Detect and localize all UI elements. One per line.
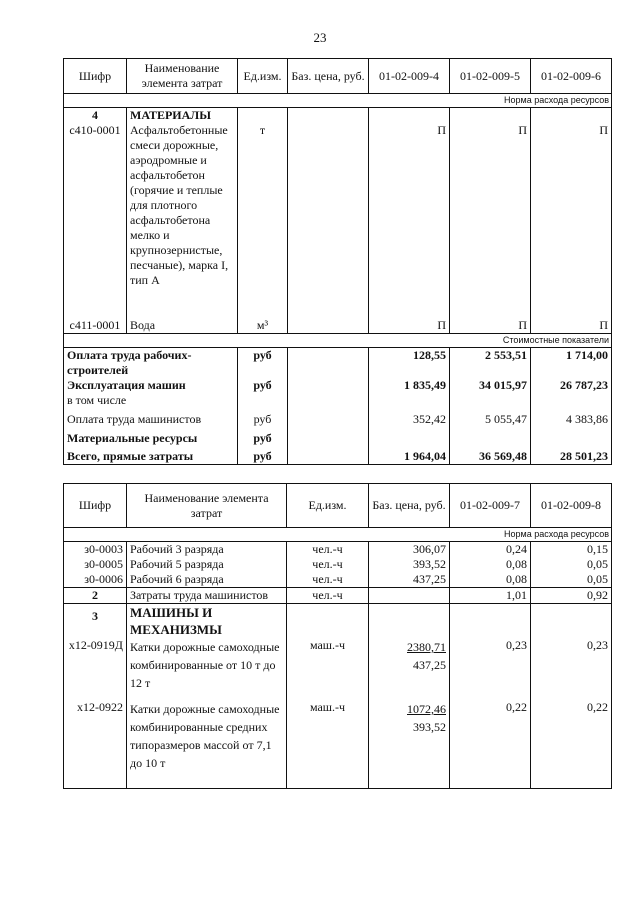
cost-v3: 1 714,00	[531, 347, 612, 378]
table-row	[64, 108, 612, 318]
header-col3: 01-02-009-6	[531, 59, 612, 94]
cost-v2: 5 055,47	[450, 412, 531, 431]
machine-unit: маш.-ч	[287, 638, 369, 700]
material-code-cell	[64, 108, 127, 318]
machine-price-cell	[369, 700, 450, 788]
cost-v2: 34 015,97	[450, 378, 531, 393]
section-v1	[450, 604, 531, 639]
cost-v3	[531, 431, 612, 449]
cost-row	[64, 347, 612, 378]
cost-v1	[369, 431, 450, 449]
machine-price: 2380,71	[407, 640, 446, 654]
header-code: Шифр	[64, 484, 127, 528]
machine-name: Катки дорожные самоходные комбинированные от 10 т до 12 т	[127, 638, 287, 700]
worker-unit: чел.-ч	[287, 557, 369, 572]
worker-name: Рабочий 5 разряда	[127, 557, 287, 572]
section-title: МАТЕРИАЛЫ	[130, 108, 211, 122]
worker-v1: 0,08	[450, 572, 531, 588]
norm-label-row	[64, 528, 612, 542]
page-number: 23	[313, 30, 327, 45]
machine-v2: 0,23	[531, 638, 612, 700]
cost-unit: руб	[238, 412, 288, 431]
worker-code: з0-0003	[64, 542, 127, 558]
material-v1: П	[369, 318, 450, 334]
cost-name: Оплата труда машинистов	[64, 412, 238, 431]
machine-v1: 0,22	[450, 700, 531, 788]
machine-v2: 0,22	[531, 700, 612, 788]
table-header	[64, 59, 612, 94]
operator-labor-v1: 1,01	[450, 588, 531, 604]
machine-code: х12-0919Д	[64, 638, 127, 700]
worker-price: 437,25	[369, 572, 450, 588]
material-v2: П	[450, 108, 531, 318]
machine-price: 1072,46	[407, 702, 446, 716]
worker-code: з0-0006	[64, 572, 127, 588]
norm-label: Норма расхода ресурсов	[64, 94, 612, 108]
header-col2: 01-02-009-8	[531, 484, 612, 528]
cost-row	[64, 449, 612, 465]
operator-labor-code: 2	[64, 588, 127, 604]
cost-name: Оплата труда рабочих-строителей	[64, 347, 238, 378]
material-code: с411-0001	[64, 318, 127, 334]
cost-unit	[238, 393, 288, 412]
machine-unit: маш.-ч	[287, 700, 369, 788]
machine-operator-price: 393,52	[413, 720, 446, 734]
cost-price	[288, 431, 369, 449]
header-unit: Ед.изм.	[238, 59, 288, 94]
section-title: МАШИНЫ И МЕХАНИЗМЫ	[127, 604, 287, 639]
material-name: Асфальтобетонные смеси дорожные, аэродромные и асфальтобетон (горячие и теплые для плотного асфальтобетона мелко и крупнозернистые, песчаные), марка I, тип А	[130, 123, 229, 287]
cost-unit: руб	[238, 347, 288, 378]
machine-operator-price: 437,25	[413, 658, 446, 672]
worker-name: Рабочий 6 разряда	[127, 572, 287, 588]
cost-unit: руб	[238, 378, 288, 393]
cost-row	[64, 393, 612, 412]
material-name: Вода	[127, 318, 238, 334]
material-unit: м³	[238, 318, 288, 334]
worker-price: 393,52	[369, 557, 450, 572]
worker-price: 306,07	[369, 542, 450, 558]
header-code: Шифр	[64, 59, 127, 94]
material-price	[288, 318, 369, 334]
header-name: Наименование элемента затрат	[127, 59, 238, 94]
header-unit: Ед.изм.	[287, 484, 369, 528]
header-name: Наименование элемента затрат	[127, 484, 287, 528]
section-number: 4	[92, 108, 98, 122]
cost-name: Всего, прямые затраты	[64, 449, 238, 465]
section-row	[64, 604, 612, 639]
machine-code: х12-0922	[64, 700, 127, 788]
material-code: с410-0001	[69, 123, 121, 137]
worker-unit: чел.-ч	[287, 542, 369, 558]
cost-v1	[369, 393, 450, 412]
cost-v1: 128,55	[369, 347, 450, 378]
worker-v2: 0,15	[531, 542, 612, 558]
operator-labor-name: Затраты труда машинистов	[127, 588, 287, 604]
cost-label: Стоимостные показатели	[64, 333, 612, 347]
material-price	[288, 108, 369, 318]
worker-unit: чел.-ч	[287, 572, 369, 588]
header-col1: 01-02-009-7	[450, 484, 531, 528]
cost-v3: 4 383,86	[531, 412, 612, 431]
worker-v2: 0,05	[531, 572, 612, 588]
operator-labor-unit: чел.-ч	[287, 588, 369, 604]
operator-labor-v2: 0,92	[531, 588, 612, 604]
table-row	[64, 588, 612, 604]
norm-label-row	[64, 94, 612, 108]
cost-price	[288, 347, 369, 378]
operator-labor-price	[369, 588, 450, 604]
material-unit: т	[238, 108, 288, 318]
cost-v2	[450, 393, 531, 412]
header-price: Баз. цена, руб.	[369, 484, 450, 528]
cost-label-row	[64, 333, 612, 347]
section-price	[369, 604, 450, 639]
worker-v1: 0,08	[450, 557, 531, 572]
table-row	[64, 700, 612, 788]
cost-name: Материальные ресурсы	[64, 431, 238, 449]
cost-v2: 36 569,48	[450, 449, 531, 465]
table-row	[64, 557, 612, 572]
material-v1: П	[369, 108, 450, 318]
machine-v1: 0,23	[450, 638, 531, 700]
table-row	[64, 318, 612, 334]
cost-v3	[531, 393, 612, 412]
table-header	[64, 484, 612, 528]
material-v3: П	[531, 108, 612, 318]
table-row	[64, 542, 612, 558]
resource-table-2	[63, 483, 612, 789]
cost-v1: 352,42	[369, 412, 450, 431]
machine-price-cell	[369, 638, 450, 700]
resource-table-1	[63, 58, 612, 465]
cost-row	[64, 378, 612, 393]
header-price: Баз. цена, руб.	[288, 59, 369, 94]
cost-v3: 28 501,23	[531, 449, 612, 465]
cost-unit: руб	[238, 431, 288, 449]
cost-price	[288, 378, 369, 393]
section-number: 3	[64, 604, 127, 639]
cost-unit: руб	[238, 449, 288, 465]
material-v2: П	[450, 318, 531, 334]
worker-v1: 0,24	[450, 542, 531, 558]
cost-v2	[450, 431, 531, 449]
cost-row	[64, 431, 612, 449]
material-name-cell	[127, 108, 238, 318]
cost-v1: 1 835,49	[369, 378, 450, 393]
cost-row	[64, 412, 612, 431]
cost-v2: 2 553,51	[450, 347, 531, 378]
cost-price	[288, 412, 369, 431]
table-row	[64, 638, 612, 700]
material-v3: П	[531, 318, 612, 334]
cost-v1: 1 964,04	[369, 449, 450, 465]
table-row	[64, 572, 612, 588]
norm-label: Норма расхода ресурсов	[64, 528, 612, 542]
cost-name: Эксплуатация машин	[64, 378, 238, 393]
header-col2: 01-02-009-5	[450, 59, 531, 94]
worker-v2: 0,05	[531, 557, 612, 572]
worker-name: Рабочий 3 разряда	[127, 542, 287, 558]
worker-code: з0-0005	[64, 557, 127, 572]
section-v2	[531, 604, 612, 639]
cost-v3: 26 787,23	[531, 378, 612, 393]
machine-name: Катки дорожные самоходные комбинированные средних типоразмеров массой от 7,1 до 10 т	[127, 700, 287, 788]
section-unit	[287, 604, 369, 639]
cost-price	[288, 449, 369, 465]
cost-price	[288, 393, 369, 412]
cost-name: в том числе	[64, 393, 238, 412]
header-col1: 01-02-009-4	[369, 59, 450, 94]
